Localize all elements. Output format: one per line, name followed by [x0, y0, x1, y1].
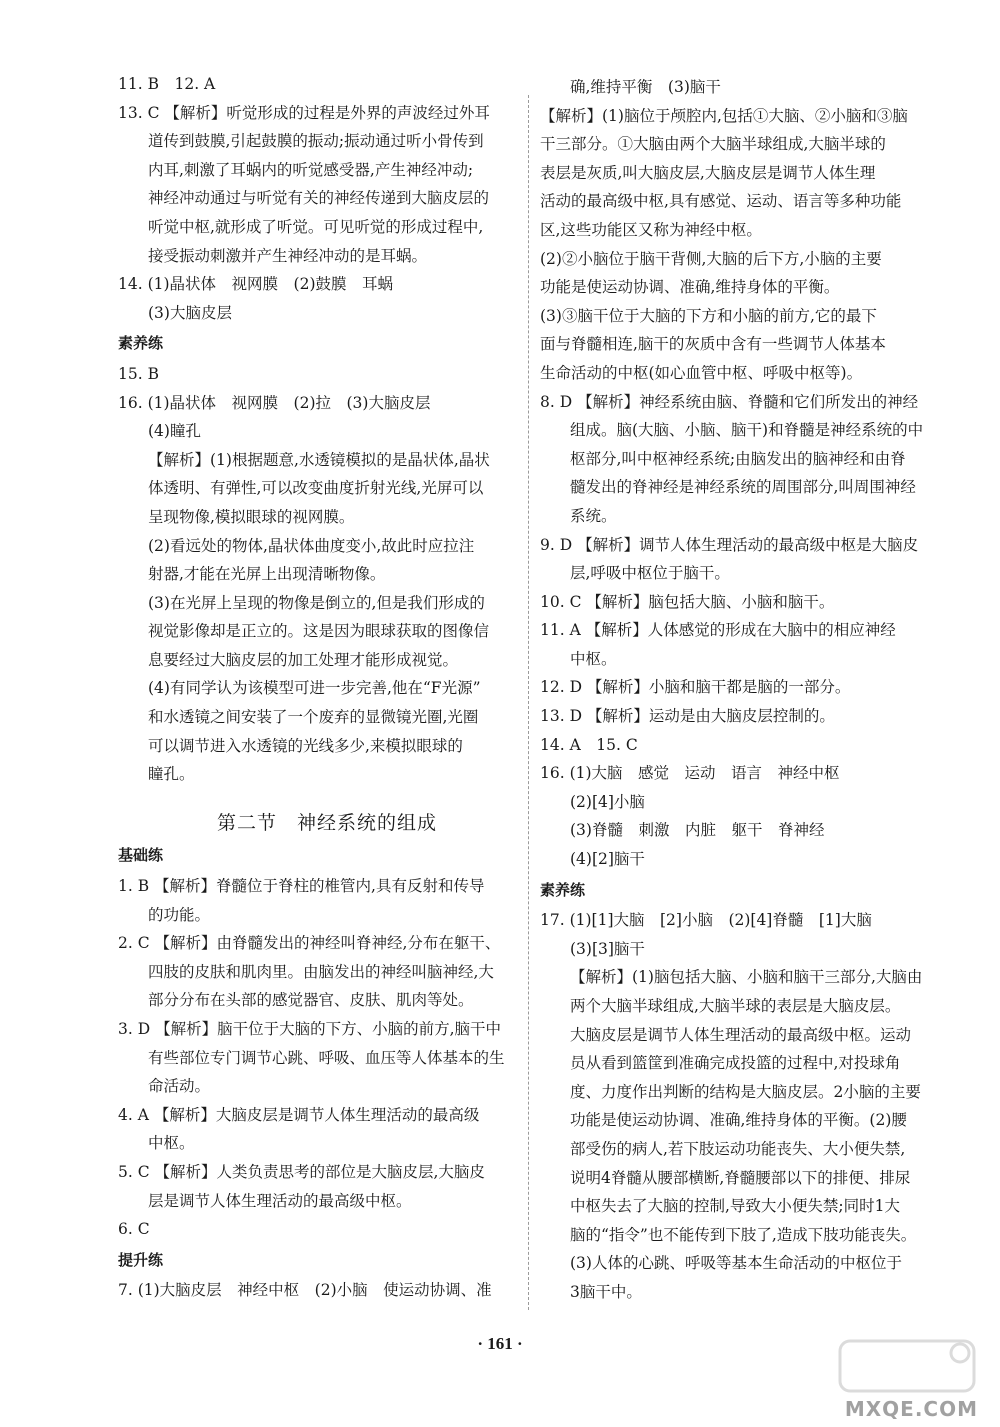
- analysis-line: 活动的最高级中枢,具有感觉、运动、语言等多种功能: [540, 192, 902, 211]
- answer-11: [540, 616, 958, 673]
- answer-16-line: (4)瞳孔: [148, 422, 201, 441]
- answer-3-line: 有些部位专门调节心跳、呼吸、血压等人体基本的生: [148, 1048, 505, 1067]
- analysis-line: 体透明、有弹性,可以改变曲度折射光线,光屏可以: [148, 479, 484, 498]
- answer-3: [118, 1015, 536, 1101]
- analysis-line: 部受伤的病人,若下肢运动功能丧失、大小便失禁,: [570, 1139, 906, 1158]
- analysis-line: 功能是使运动协调、准确,维持身体的平衡。: [540, 278, 840, 297]
- answer-13-line: 13. C 【解析】听觉形成的过程是外界的声波经过外耳: [118, 103, 490, 122]
- answer-13-line: 内耳,刺激了耳蜗内的听觉感受器,产生神经冲动;: [148, 160, 474, 179]
- analysis-line: (3)③脑干位于大脑的下方和小脑的前方,它的最下: [540, 306, 877, 325]
- answer-5-line: 层是调节人体生理活动的最高级中枢。: [148, 1191, 412, 1210]
- analysis-line: 脑的“指令”也不能传到下肢了,造成下肢功能丧失。: [570, 1225, 917, 1244]
- analysis-line: 表层是灰质,叫大脑皮层,大脑皮层是调节人体生理: [540, 163, 876, 182]
- answer-16: [540, 759, 958, 873]
- answer-17-line: 17. (1)[1]大脑 [2]小脑 (2)[4]脊髓 [1]大脑: [540, 911, 872, 930]
- answer-17: [540, 906, 958, 1306]
- subsection-heading: 提升练: [118, 1250, 164, 1269]
- right-column: [540, 73, 958, 1307]
- answer-2-line: 部分分布在头部的感觉器官、皮肤、肌肉等处。: [148, 991, 474, 1010]
- answer-13-line: 听觉中枢,就形成了听觉。可见听觉的形成过程中,: [148, 217, 484, 236]
- answer-13: [118, 99, 536, 271]
- analysis-line: 生命活动的中枢(如心血管中枢、呼吸中枢等)。: [540, 363, 863, 382]
- analysis-line: 面与脊髓相连,脑干的灰质中含有一些调节人体基本: [540, 335, 886, 354]
- analysis-line: 区,这些功能区又称为神经中枢。: [540, 220, 762, 239]
- answer-10: 10. C 【解析】脑包括大脑、小脑和脑干。: [540, 592, 835, 611]
- analysis-line: (4)有同学认为该模型可进一步完善,他在“F光源”: [148, 679, 481, 698]
- analysis-line: 3脑干中。: [570, 1282, 642, 1301]
- analysis-line: 【解析】(1)脑包括大脑、小脑和脑干三部分,大脑由: [570, 968, 923, 987]
- analysis-line: 干三部分。①大脑由两个大脑半球组成,大脑半球的: [540, 135, 886, 154]
- analysis-line: 度、力度作出判断的结构是大脑皮层。2小脑的主要: [570, 1082, 921, 1101]
- answer-14-line: 14. (1)晶状体 视网膜 (2)鼓膜 耳蜗: [118, 275, 393, 294]
- answer-14-15: 14. A 15. C: [540, 735, 638, 754]
- answer-8-line: 系统。: [570, 506, 617, 525]
- answer-13: 13. D 【解析】运动是由大脑皮层控制的。: [540, 707, 835, 726]
- analysis-line: 【解析】(1)脑位于颅腔内,包括①大脑、②小脑和③脑: [540, 106, 908, 125]
- answer-16: [118, 389, 536, 789]
- analysis-line: 中枢失去了大脑的控制,导致大小便失禁;同时1大: [570, 1197, 901, 1216]
- answer-2-line: 2. C 【解析】由脊髓发出的神经叫脊神经,分布在躯干、: [118, 934, 501, 953]
- analysis-line: 员从看到篮筐到准确完成投篮的过程中,对投球角: [570, 1054, 901, 1073]
- answer-3-line: 命活动。: [148, 1077, 211, 1096]
- answer-14: [118, 270, 536, 327]
- answer-16-line: (3)脊髓 刺激 内脏 躯干 脊神经: [570, 821, 825, 840]
- analysis-line: 两个大脑半球组成,大脑半球的表层是大脑皮层。: [570, 997, 901, 1015]
- answer-5: [118, 1158, 536, 1215]
- analysis-line: (2)②小脑位于脑干背侧,大脑的后下方,小脑的主要: [540, 249, 882, 268]
- analysis-line: 可以调节进入水透镜的光线多少,来模拟眼球的: [148, 736, 463, 755]
- answer-8: [540, 388, 958, 531]
- answer-8-line: 组成。脑(大脑、小脑、脑干)和脊髓是神经系统的中: [570, 421, 924, 440]
- analysis-line: 说明4脊髓从腰部横断,脊髓腰部以下的排便、排尿: [570, 1168, 911, 1187]
- analysis-line: 呈现物像,模拟眼球的视网膜。: [148, 507, 355, 526]
- answer-1-line: 的功能。: [148, 905, 211, 924]
- page-number: · 161 ·: [477, 1334, 523, 1353]
- answer-9: [540, 531, 958, 588]
- answer-11-12: 11. B 12. A: [118, 75, 216, 93]
- answer-7: 7. (1)大脑皮层 神经中枢 (2)小脑 使运动协调、准: [118, 1281, 492, 1300]
- answer-1: [118, 872, 536, 929]
- answer-14-line: (3)大脑皮层: [148, 303, 232, 322]
- answer-2: [118, 929, 536, 1015]
- analysis-line: 视觉影像却是正立的。这是因为眼球获取的图像信: [148, 622, 490, 641]
- answer-8-line: 8. D 【解析】神经系统由脑、脊髓和它们所发出的神经: [540, 392, 919, 411]
- left-column: [118, 70, 536, 1305]
- subsection-heading: 基础练: [118, 846, 164, 865]
- analysis-line: (3)在光屏上呈现的物像是倒立的,但是我们形成的: [148, 593, 485, 612]
- answer-5-line: 5. C 【解析】人类负责思考的部位是大脑皮层,大脑皮: [118, 1162, 485, 1181]
- section-title: 第二节 神经系统的组成: [216, 811, 437, 834]
- answer-12: 12. D 【解析】小脑和脑干都是脑的一部分。: [540, 678, 851, 697]
- analysis-line: 瞳孔。: [148, 765, 195, 784]
- subsection-heading: 素养练: [118, 334, 164, 353]
- analysis-line: 射器,才能在光屏上出现清晰物像。: [148, 565, 386, 584]
- answer-11-line: 11. A 【解析】人体感觉的形成在大脑中的相应神经: [540, 621, 896, 640]
- answer-6: 6. C: [118, 1220, 150, 1239]
- analysis-line: 【解析】(1)根据题意,水透镜模拟的是晶状体,晶状: [148, 450, 490, 469]
- answer-4-line: 中枢。: [148, 1134, 195, 1153]
- analysis-line: 和水透镜之间安装了一个废弃的显微镜光圈,光圈: [148, 708, 479, 727]
- answer-13-line: 神经冲动通过与听觉有关的神经传递到大脑皮层的: [148, 189, 490, 208]
- answer-11-line: 中枢。: [570, 649, 617, 668]
- analysis-line: 大脑皮层是调节人体生理活动的最高级中枢。运动: [570, 1025, 912, 1044]
- answer-16-line: 16. (1)晶状体 视网膜 (2)拉 (3)大脑皮层: [118, 393, 431, 412]
- answer-8-line: 枢部分,叫中枢神经系统;由脑发出的脑神经和由脊: [570, 449, 906, 468]
- answer-16-line: 16. (1)大脑 感觉 运动 语言 神经中枢: [540, 764, 840, 783]
- analysis-line: 功能是使运动协调、准确,维持身体的平衡。(2)腰: [570, 1111, 907, 1130]
- answer-3-line: 3. D 【解析】脑干位于大脑的下方、小脑的前方,脑干中: [118, 1020, 501, 1038]
- analysis-line: 息要经过大脑皮层的加工处理才能形成视觉。: [148, 650, 459, 669]
- answer-16-line: (4)[2]脑干: [570, 850, 645, 869]
- answer-13-line: 接受振动刺激并产生神经冲动的是耳蜗。: [148, 246, 428, 265]
- answer-9-line: 9. D 【解析】调节人体生理活动的最高级中枢是大脑皮: [540, 535, 919, 554]
- answer-13-line: 道传到鼓膜,引起鼓膜的振动;振动通过听小骨传到: [148, 132, 484, 151]
- analysis-line: (2)看远处的物体,晶状体曲度变小,故此时应拉注: [148, 536, 475, 555]
- answer-17-line: (3)[3]脑干: [570, 939, 645, 958]
- answer-1-line: 1. B 【解析】脊髓位于脊柱的椎管内,具有反射和传导: [118, 877, 485, 896]
- answer-8-line: 髓发出的脊神经是神经系统的周围部分,叫周围神经: [570, 478, 916, 497]
- analysis-line: (3)人体的心跳、呼吸等基本生命活动的中枢位于: [570, 1254, 902, 1273]
- answer-15: 15. B: [118, 364, 159, 383]
- answer-7-continued: 确,维持平衡 (3)脑干: [570, 78, 721, 96]
- answer-2-line: 四肢的皮肤和肌肉里。由脑发出的神经叫脑神经,大: [148, 962, 494, 981]
- answer-9-line: 层,呼吸中枢位于脑干。: [570, 564, 730, 583]
- answer-4: [118, 1101, 536, 1158]
- subsection-heading: 素养练: [540, 880, 586, 899]
- answer-16-line: (2)[4]小脑: [570, 792, 645, 811]
- answer-4-line: 4. A 【解析】大脑皮层是调节人体生理活动的最高级: [118, 1105, 480, 1124]
- watermark-text: MXQE.COM: [844, 1397, 978, 1421]
